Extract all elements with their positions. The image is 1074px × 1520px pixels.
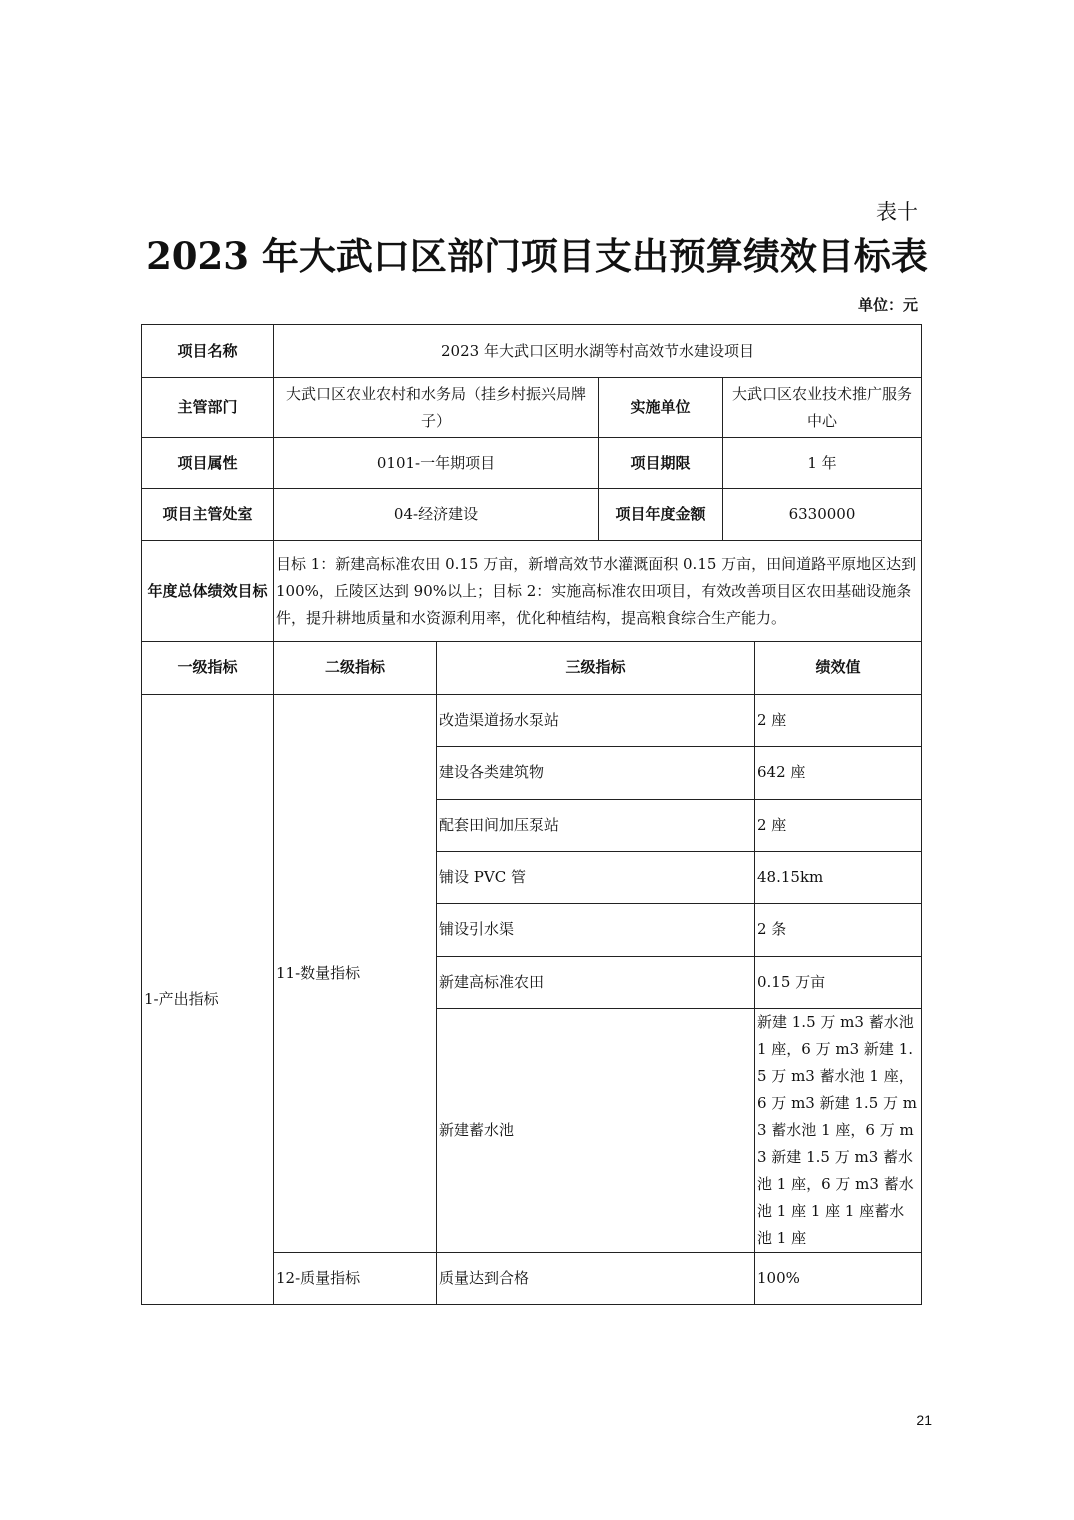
indicator-table — [141, 641, 922, 1305]
dept-label: 主管部门 — [142, 378, 274, 438]
project-name-value: 2023 年大武口区明水湖等村高效节水建设项目 — [274, 325, 922, 378]
attr-label: 项目属性 — [142, 438, 274, 489]
page-number: 21 — [916, 1412, 932, 1428]
indicator-value: 新建 1.5 万 m3 蓄水池 1 座，6 万 m3 新建 1.5 万 m3 蓄水池 1 座，6 万 m3 新建 1.5 万 m3 蓄水池 1 座，6 万 m3 新建 1.5 万 m3 蓄水池 1 座，6 万 m3 蓄水池 1 座 1 座 1 座蓄水池 1 座 — [755, 1008, 922, 1252]
indicator-name: 改造渠道扬水泵站 — [437, 694, 755, 746]
level1-output: 1-产出指标 — [142, 694, 274, 1304]
indicator-name: 新建高标准农田 — [437, 956, 755, 1008]
level2-quantity: 11-数量指标 — [274, 694, 437, 1252]
unit-label: 单位：元 — [857, 296, 918, 314]
indicator-name: 新建蓄水池 — [437, 1008, 755, 1252]
impl-label: 实施单位 — [599, 378, 723, 438]
indicator-name: 质量达到合格 — [437, 1252, 755, 1304]
project-info-table — [141, 324, 922, 642]
goal-value: 目标 1：新建高标准农田 0.15 万亩，新增高效节水灌溉面积 0.15 万亩，田间道路平原地区达到 100%，丘陵区达到 90%以上；目标 2：实施高标准农田项目，有效改善项目区农田基础设施条件，提升耕地质量和水资源利用率，优化种植结构，提高粮食综合生产能力。 — [274, 541, 922, 642]
level2-quality: 12-质量指标 — [274, 1252, 437, 1304]
indicator-value: 100% — [755, 1252, 922, 1304]
indicator-value: 0.15 万亩 — [755, 956, 922, 1008]
amount-value: 6330000 — [723, 489, 922, 541]
indicator-value: 2 条 — [755, 903, 922, 956]
impl-value: 大武口区农业技术推广服务中心 — [723, 378, 922, 438]
indicator-value: 642 座 — [755, 746, 922, 799]
office-value: 04-经济建设 — [274, 489, 599, 541]
header-value: 绩效值 — [755, 641, 922, 694]
indicator-name: 铺设引水渠 — [437, 903, 755, 956]
indicator-name: 配套田间加压泵站 — [437, 799, 755, 851]
indicator-value: 2 座 — [755, 799, 922, 851]
dept-value: 大武口区农业农村和水务局（挂乡村振兴局牌子） — [274, 378, 599, 438]
project-name-label: 项目名称 — [142, 325, 274, 378]
indicator-name: 建设各类建筑物 — [437, 746, 755, 799]
office-label: 项目主管处室 — [142, 489, 274, 541]
indicator-value: 48.15km — [755, 851, 922, 903]
attr-value: 0101-一年期项目 — [274, 438, 599, 489]
page-title: 2023 年大武口区部门项目支出预算绩效目标表 — [146, 234, 928, 278]
header-level2: 二级指标 — [274, 641, 437, 694]
period-label: 项目期限 — [599, 438, 723, 489]
goal-label: 年度总体绩效目标 — [142, 541, 274, 642]
table-number: 表十 — [876, 200, 918, 224]
indicator-value: 2 座 — [755, 694, 922, 746]
header-level1: 一级指标 — [142, 641, 274, 694]
period-value: 1 年 — [723, 438, 922, 489]
indicator-name: 铺设 PVC 管 — [437, 851, 755, 903]
amount-label: 项目年度金额 — [599, 489, 723, 541]
header-level3: 三级指标 — [437, 641, 755, 694]
